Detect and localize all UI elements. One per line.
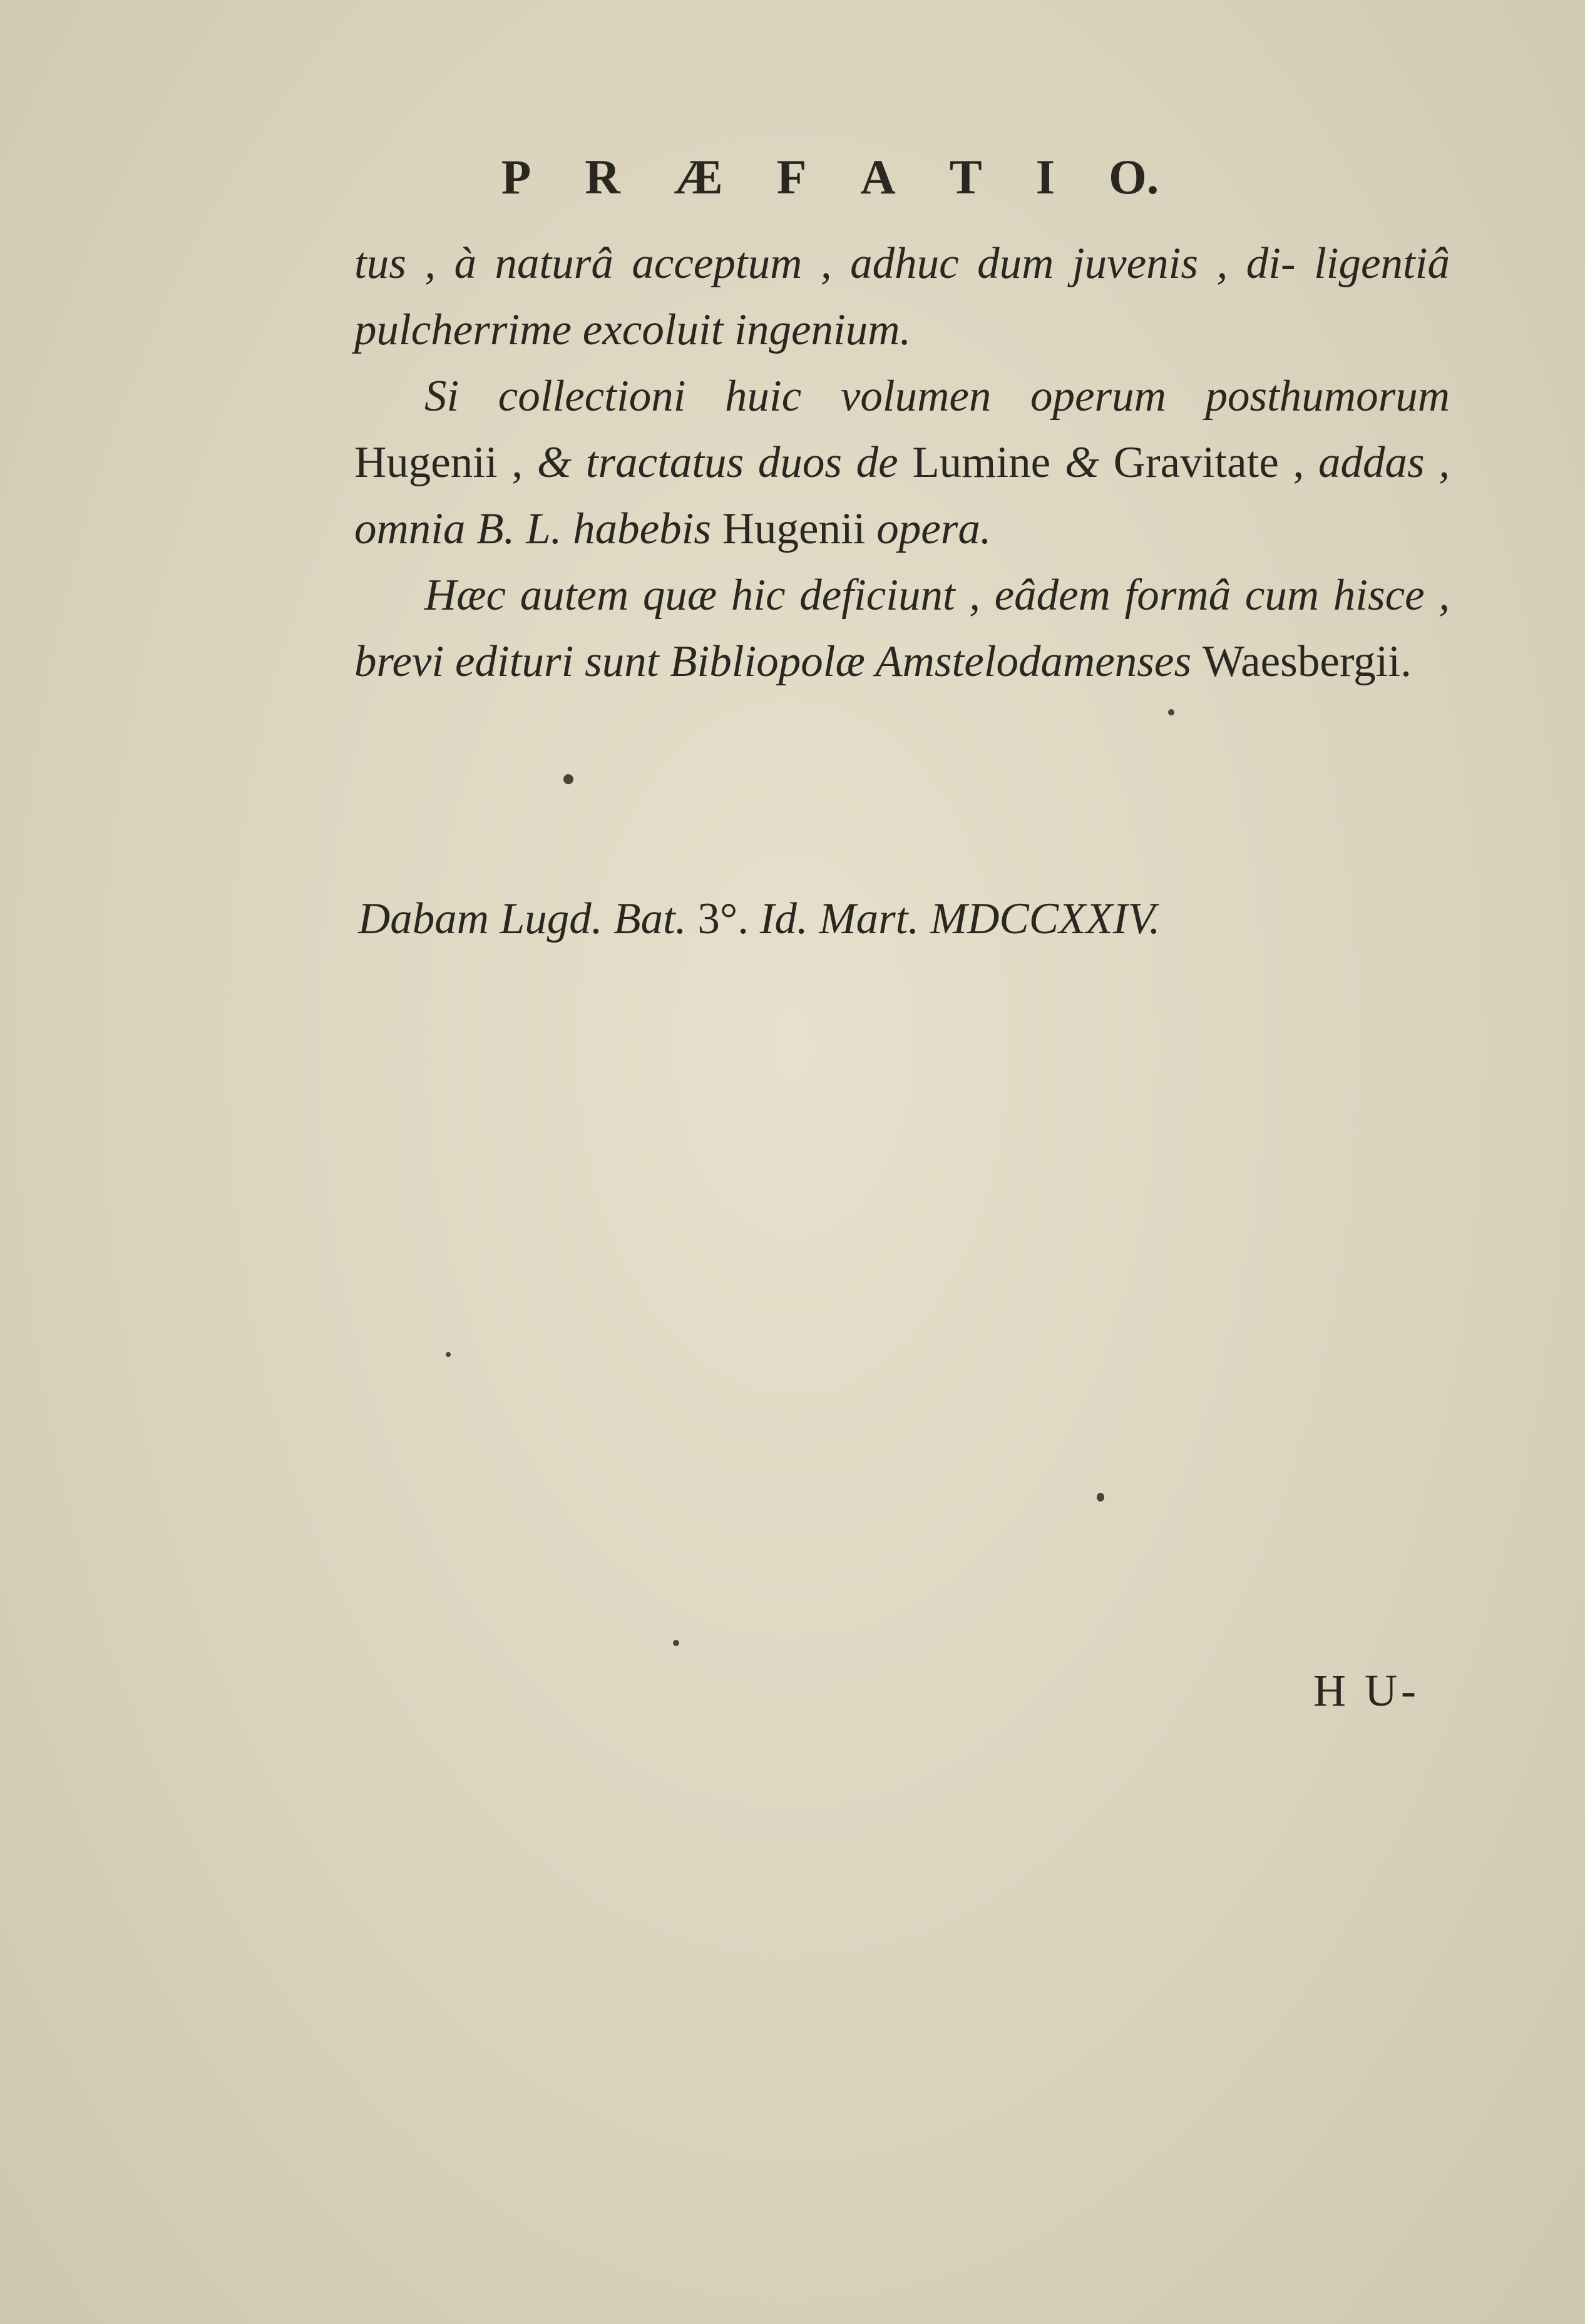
running-head-letter: A: [860, 150, 896, 204]
italic-run: Dabam Lugd. Bat.: [358, 894, 698, 943]
catchword: H U-: [1313, 1666, 1420, 1716]
italic-run: opera.: [876, 504, 992, 553]
paragraph-continuation: [354, 230, 1450, 363]
running-head-letter: I: [1035, 150, 1055, 204]
italic-run: ligentiâ pulcherrime excoluit ingenium.: [354, 239, 1450, 354]
italic-run: Si collectioni huic volumen operum posthumorum: [424, 372, 1450, 421]
roman-run: Hugenii: [722, 504, 877, 553]
paragraph-publishers: [354, 562, 1450, 695]
paper-speck: [673, 1640, 679, 1646]
roman-run: Lumine: [912, 438, 1065, 487]
running-head-letter: F: [776, 150, 807, 204]
italic-run: addas , omnia B. L. habebis: [354, 438, 1450, 553]
running-head-letter: Æ: [674, 150, 723, 204]
running-head-letters: [501, 149, 1159, 205]
paper-speck: [446, 1352, 451, 1357]
running-head-letter: R: [585, 150, 620, 204]
italic-run: &: [1064, 438, 1114, 487]
italic-run: Id. Mart. MDCCXXIV.: [759, 894, 1161, 943]
running-head: [0, 149, 1585, 205]
roman-run: Hugenii ,: [354, 438, 537, 487]
paper-speck: [1168, 709, 1174, 715]
paper-speck: [1097, 1493, 1104, 1502]
running-head-letter: T: [949, 150, 982, 204]
paragraph-collection: [354, 363, 1450, 562]
roman-run: 3°.: [697, 894, 760, 943]
italic-run: Hæc autem quæ hic deficiunt , eâdem formâ cum hisce , brevi edituri sunt Bibliopolæ Amstelodamenses: [354, 571, 1450, 686]
roman-run: Gravitate ,: [1113, 438, 1318, 487]
running-head-letter: P: [501, 150, 531, 204]
running-head-letter: O.: [1109, 150, 1159, 204]
preface-body: [354, 230, 1450, 695]
dateline: [358, 888, 1160, 950]
text-line: [354, 239, 1314, 288]
italic-run: tus , à naturâ acceptum , adhuc dum juvenis , di-: [354, 239, 1296, 288]
italic-run: & tractatus duos de: [536, 438, 913, 487]
roman-run: Waesbergii.: [1202, 637, 1412, 686]
paper-speck: [563, 774, 573, 784]
